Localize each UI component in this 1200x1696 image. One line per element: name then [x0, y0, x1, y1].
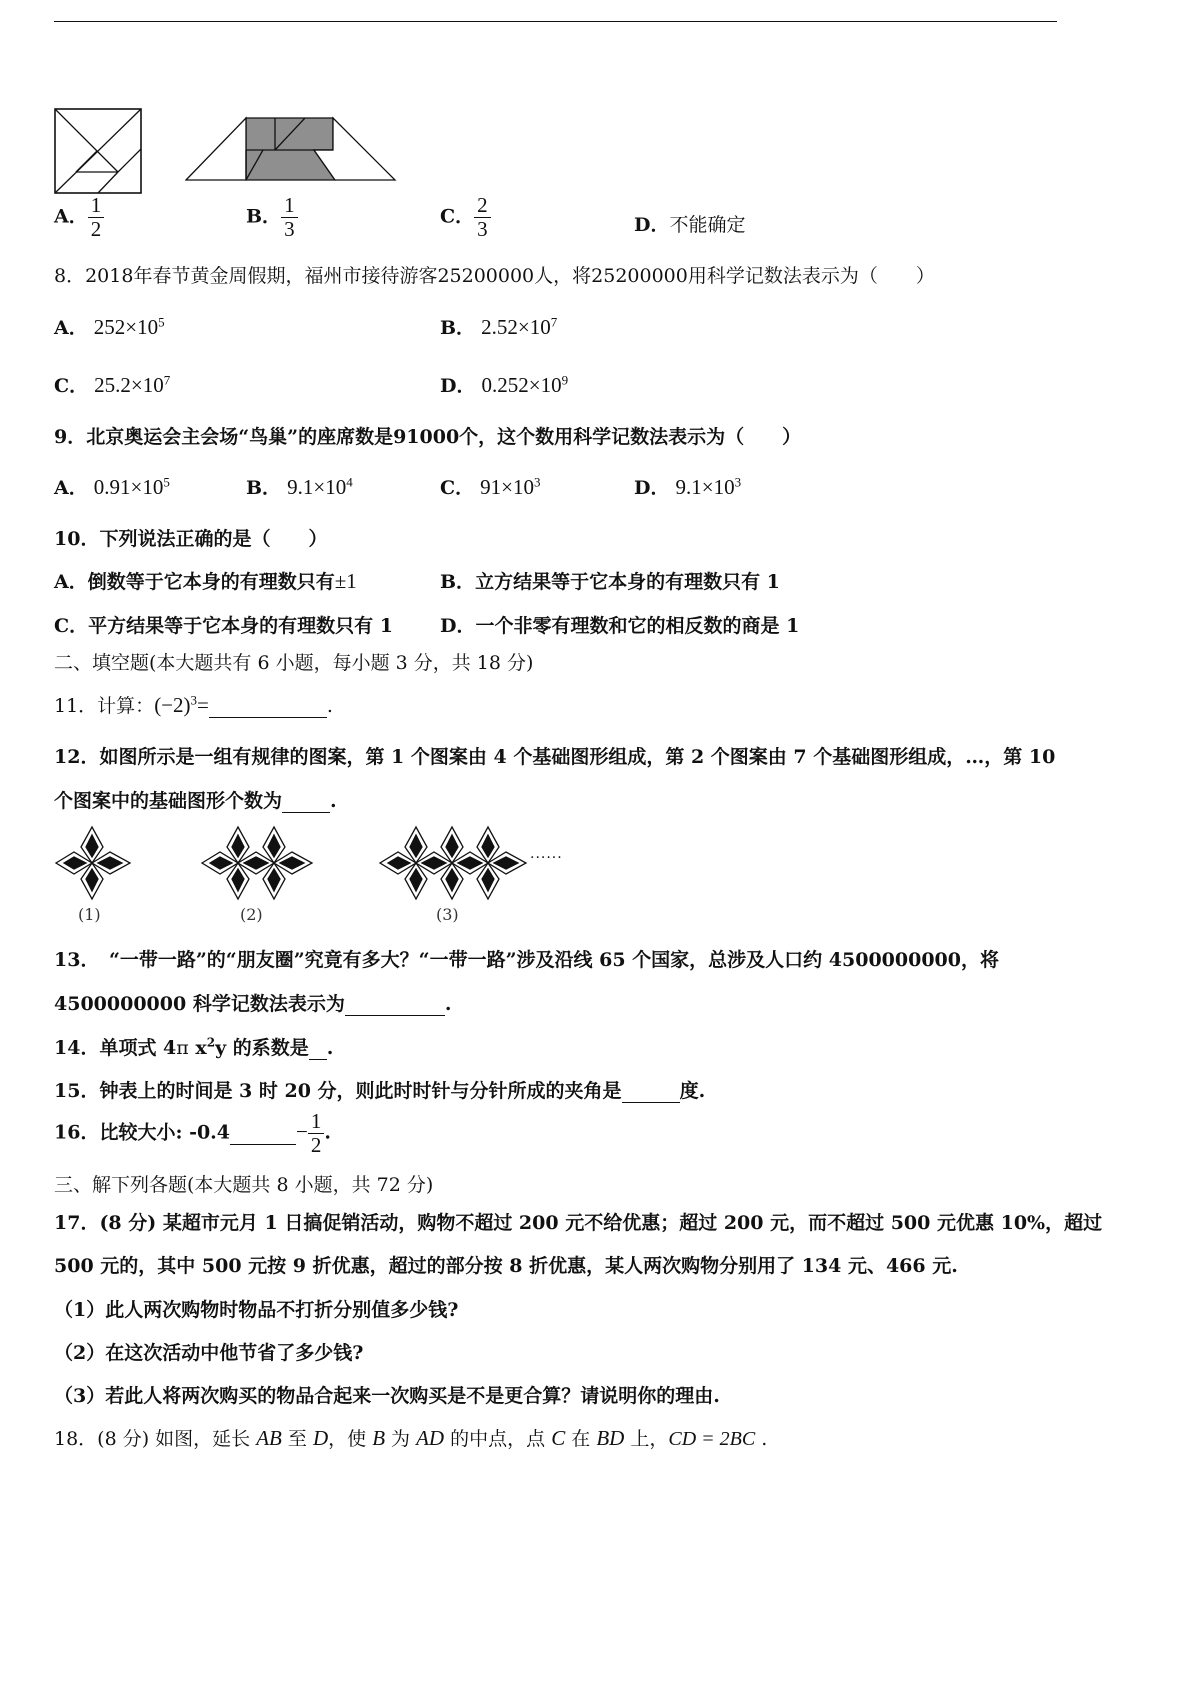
q10-option-b[interactable]: B．立方结果等于它本身的有理数只有 1	[440, 571, 780, 593]
header-rule	[54, 21, 1057, 22]
q12-line1: 12．如图所示是一组有规律的图案，第 1 个图案由 4 个基础图形组成，第 2 个图案由 7 个基础图形组成，…，第 10	[54, 746, 1056, 768]
q9-stem: 9．北京奥运会主会场“鸟巢”的座席数是91000个，这个数用科学记数法表示为（ ）	[54, 426, 802, 448]
q13-line1: 13． “一带一路”的“朋友圈”究竟有多大？“一带一路”涉及沿线 65 个国家，总涉及人口约 4500000000，将	[54, 949, 1000, 971]
answer-blank[interactable]	[622, 1080, 680, 1103]
q10-stem: 10．下列说法正确的是（ ）	[54, 528, 328, 550]
q9-option-b[interactable]: B． $9.1\times 10^4$	[246, 474, 353, 499]
q7-option-a[interactable]: A． $\frac{1}{2}$	[54, 194, 104, 241]
q11: 11．计算：$(-2)^3=$ .	[54, 692, 333, 717]
pattern-caption-1: (1)	[78, 905, 101, 924]
fraction: $\frac{1}{2}$	[308, 1110, 325, 1157]
q12-line2: 个图案中的基础图形个数为 .	[54, 790, 337, 812]
pattern-caption-2: (2)	[240, 905, 263, 924]
q10-option-c[interactable]: C．平方结果等于它本身的有理数只有 1	[54, 615, 393, 637]
q17-line1: 17．(8 分) 某超市元月 1 日搞促销活动，购物不超过 200 元不给优惠；超过 200 元，而不超过 500 元优惠 10%，超过	[54, 1212, 1103, 1234]
answer-blank[interactable]	[345, 993, 445, 1016]
fraction: $\frac{1}{2}$	[88, 194, 105, 241]
q7-option-d[interactable]: D．不能确定	[634, 214, 746, 236]
q8-option-a[interactable]: A． $252\times 10^5$	[54, 314, 165, 339]
answer-blank[interactable]	[230, 1122, 296, 1145]
q8-option-d[interactable]: D． $0.252\times 10^9$	[440, 372, 569, 397]
q8-stem: 8．2018年春节黄金周假期，福州市接待游客25200000人，将25200000用科学记数法表示为（ ）	[54, 265, 935, 287]
q16: 16．比较大小: -0.4 − $\frac{1}{2}$ .	[54, 1109, 331, 1158]
pattern-caption-3: (3)	[436, 905, 459, 924]
answer-blank[interactable]	[282, 790, 330, 813]
q15: 15．钟表上的时间是 3 时 20 分，则此时时针与分针所成的夹角是 度.	[54, 1080, 706, 1102]
q17-line2: 500 元的，其中 500 元按 9 折优惠，超过的部分按 8 折优惠，某人两次购物分别用了 134 元、466 元.	[54, 1255, 958, 1277]
q17-sub-3: （3）若此人将两次购买的物品合起来一次购买是不是更合算？请说明你的理由.	[54, 1385, 720, 1407]
q10-option-d[interactable]: D．一个非零有理数和它的相反数的商是 1	[440, 615, 800, 637]
answer-blank[interactable]	[309, 1037, 327, 1060]
q9-option-c[interactable]: C． $91\times 10^3$	[440, 474, 541, 499]
q7-option-b[interactable]: B． $\frac{1}{3}$	[246, 194, 298, 241]
pattern-ellipsis: ......	[530, 846, 563, 862]
q8-option-c[interactable]: C． $25.2\times 10^7$	[54, 372, 171, 397]
fraction: $\frac{2}{3}$	[474, 194, 491, 241]
q18: 18．(8 分) 如图，延长 AB 至 D，使 B 为 AD 的中点，点 C 在 BD 上，CD = 2BC .	[54, 1426, 768, 1450]
tangram-bridge-figure	[185, 116, 397, 182]
q9-option-a[interactable]: A． $0.91\times 10^5$	[54, 474, 170, 499]
q7-option-c[interactable]: C． $\frac{2}{3}$	[440, 194, 491, 241]
q9-option-d[interactable]: D． $9.1\times 10^3$	[634, 474, 742, 499]
pattern-figure-3	[378, 825, 528, 903]
pattern-figure-2	[200, 825, 314, 903]
section-2-heading: 二、填空题(本大题共有 6 小题，每小题 3 分，共 18 分)	[54, 652, 534, 674]
tangram-square-figure	[54, 108, 142, 194]
q10-option-a[interactable]: A．倒数等于它本身的有理数只有±1	[54, 569, 357, 593]
q13-line2: 4500000000 科学记数法表示为 .	[54, 993, 452, 1015]
fraction: $\frac{1}{3}$	[281, 194, 298, 241]
pattern-figure-1	[54, 825, 134, 903]
answer-blank[interactable]	[209, 695, 327, 718]
q8-option-b[interactable]: B． $2.52\times 10^7$	[440, 314, 558, 339]
section-3-heading: 三、解下列各题(本大题共 8 小题，共 72 分)	[54, 1174, 434, 1196]
q14: 14．单项式 4π $x^2y$ 的系数是 .	[54, 1035, 334, 1059]
q17-sub-1: （1）此人两次购物时物品不打折分别值多少钱?	[54, 1299, 459, 1321]
q17-sub-2: （2）在这次活动中他节省了多少钱?	[54, 1342, 364, 1364]
